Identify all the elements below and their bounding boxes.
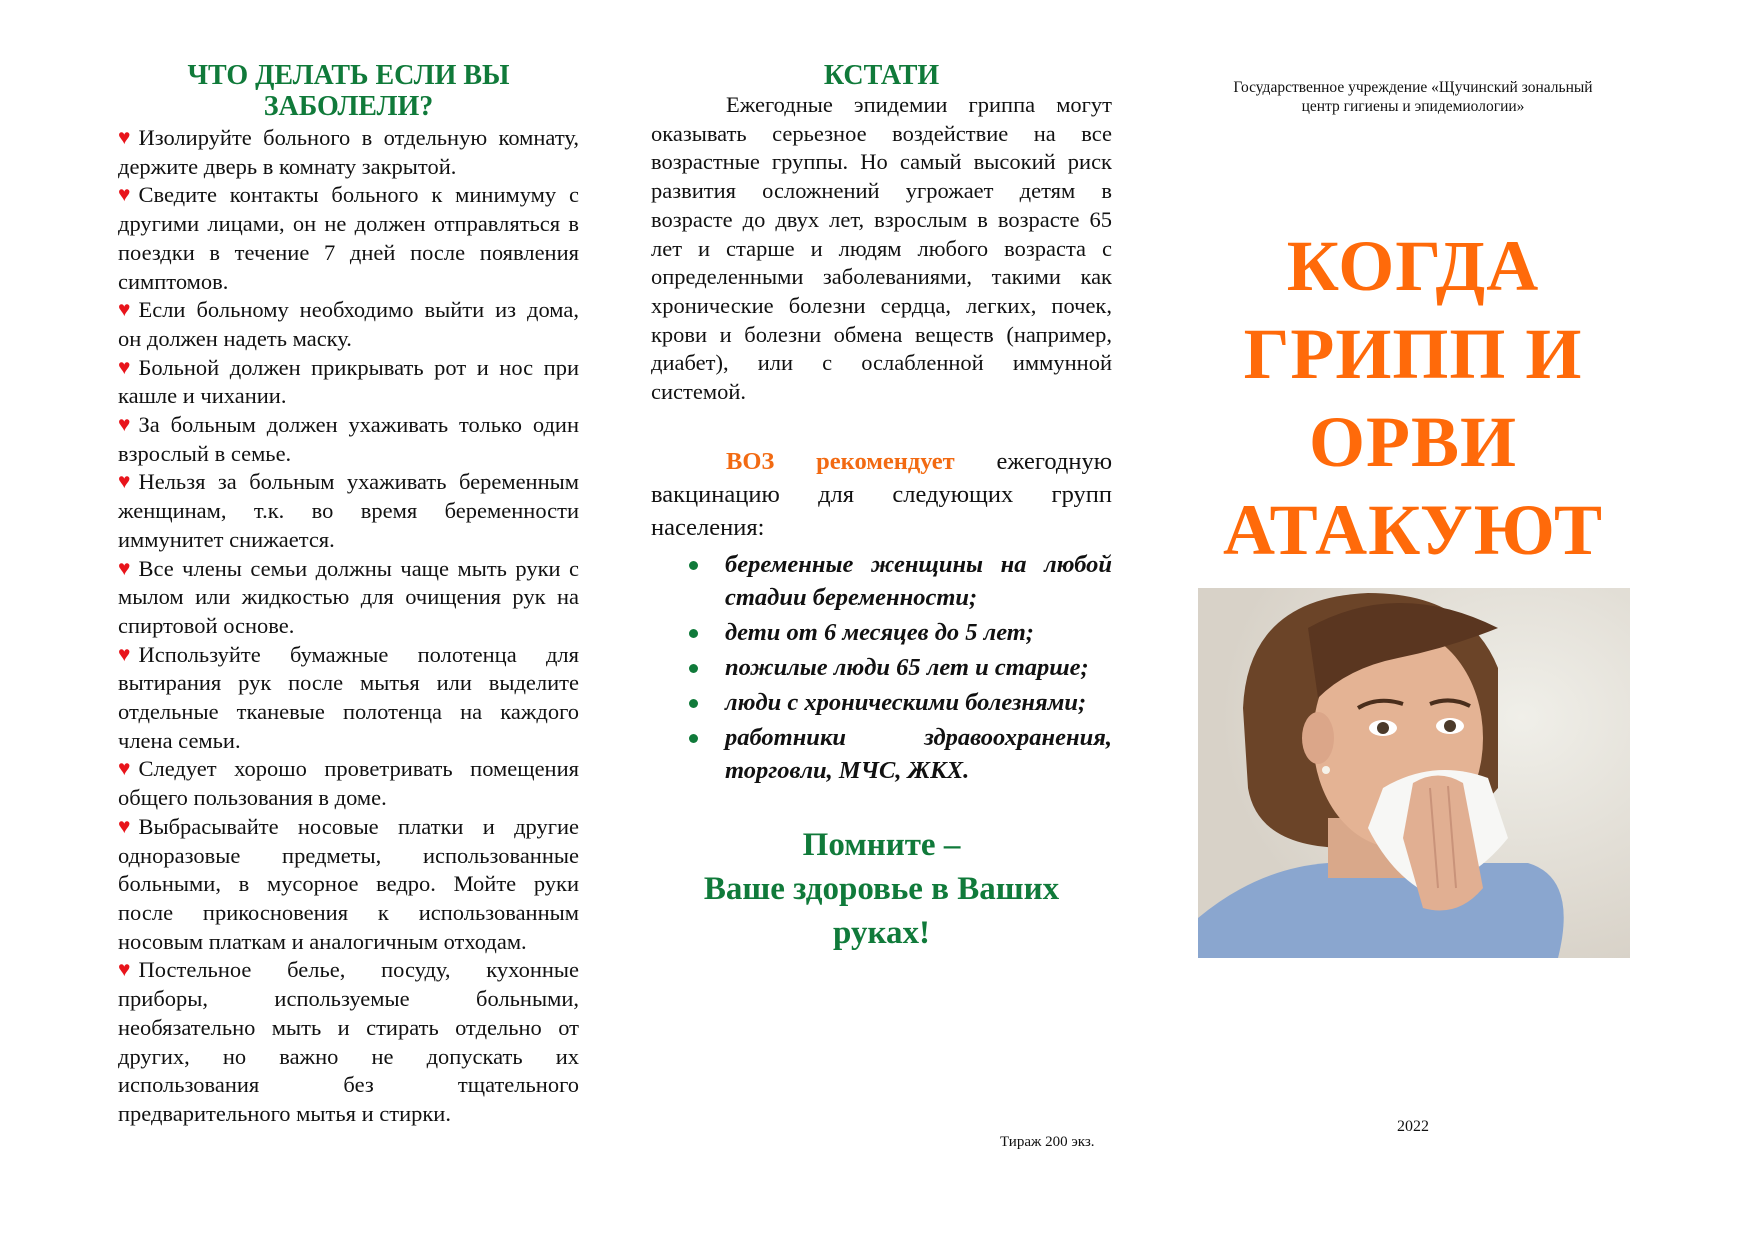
bullet-dot-icon — [689, 664, 698, 673]
tip-item: ♥ Выбрасывайте носовые платки и другие одноразовые предметы, использованные больными, в мусорное ведро. Мойте руки после прикосновения к использованным носовым платкам и аналогичным отходам. — [118, 813, 579, 954]
cover-photo — [1198, 588, 1630, 958]
publication-year: 2022 — [1397, 1118, 1429, 1135]
list-item: пожилые люди 65 лет и старше; — [725, 651, 1112, 684]
tip-item: ♥ Постельное белье, посуду, кухонные приборы, используемые больными, необязательно мыть и стирать отдельно от других, но важно не допускать их использования без тщательного предварительного мытья и стирки. — [118, 957, 579, 1126]
heart-icon: ♥ — [118, 297, 131, 322]
heart-icon: ♥ — [118, 756, 131, 781]
list-item: беременные женщины на любой стадии беременности; — [725, 548, 1112, 614]
tip-item: ♥ Следует хорошо проветривать помещения общего пользования в доме. — [118, 756, 579, 811]
list-item: работники здравоохранения, торговли, МЧС, ЖКХ. — [725, 721, 1112, 787]
left-panel-title: ЧТО ДЕЛАТЬ ЕСЛИ ВЫ ЗАБОЛЕЛИ? — [187, 60, 510, 122]
heart-icon: ♥ — [118, 469, 131, 494]
tips-list — [118, 124, 579, 1129]
list-item: дети от 6 месяцев до 5 лет; — [725, 616, 1112, 649]
middle-panel-title: КСТАТИ — [823, 60, 940, 91]
heart-icon: ♥ — [118, 641, 131, 666]
remember-slogan: Помните – Ваше здоровье в Ваших руках! — [703, 826, 1060, 951]
middle-panel — [651, 60, 1112, 955]
heart-icon: ♥ — [118, 354, 131, 379]
who-recommendation: ВОЗ рекомендует ежегодную вакцинацию для следующих групп населения: — [651, 447, 1113, 541]
vaccination-groups-list — [651, 548, 1112, 787]
heart-icon: ♥ — [118, 555, 131, 580]
tip-item: ♥ Сведите контакты больного к минимуму с другими лицами, он не должен отправляться в поездки в течение 7 дней после появления симптомов. — [118, 182, 579, 294]
tip-item: ♥ Если больному необходимо выйти из дома, он должен надеть маску. — [118, 297, 579, 351]
tip-item: ♥ Больной должен прикрывать рот и нос при кашле и чихании. — [118, 354, 579, 409]
bullet-dot-icon — [689, 629, 698, 638]
tip-item: ♥ Все члены семьи должны чаще мыть руки с мылом или жидкостью для очищения рук на спиртовой основе. — [118, 555, 579, 638]
tip-item: ♥ Используйте бумажные полотенца для вытирания рук после мытья или выделите отдельные тканевые полотенца на каждого члена семьи. — [118, 641, 579, 753]
intro-paragraph: Ежегодные эпидемии гриппа могут оказывать серьезное воздействие на все возрастные группы. Но самый высокий риск развития осложнений угрожает детям в возрасте до двух лет, взрослым в возрасте 65 лет и старше и людям любого возраста с определенными заболеваниями, такими как хронические болезни сердца, легких, почек, крови и болезни обмена веществ (например, диабет), или с ослабленной иммунной системой. — [651, 92, 1112, 405]
cover-title: КОГДА ГРИПП И ОРВИ АТАКУЮТ — [1222, 226, 1603, 570]
bullet-dot-icon — [689, 561, 698, 570]
bullet-dot-icon — [689, 699, 698, 708]
heart-icon: ♥ — [118, 125, 131, 149]
tip-item: ♥ Нельзя за больным ухаживать беременным женщинам, т.к. во время беременности иммунитет снижается. — [118, 469, 579, 552]
bullet-dot-icon — [689, 734, 698, 743]
list-item: люди с хроническими болезнями; — [725, 686, 1112, 719]
left-panel — [118, 60, 579, 1129]
heart-icon: ♥ — [118, 813, 131, 838]
print-run: Тираж 200 экз. — [1000, 1134, 1095, 1150]
heart-icon: ♥ — [118, 412, 131, 437]
heart-icon: ♥ — [118, 957, 131, 982]
sick-woman-illustration-icon — [1198, 588, 1630, 958]
tip-item: ♥ За больным должен ухаживать только один взрослый в семье. — [118, 412, 579, 466]
cover-panel — [1180, 78, 1646, 1218]
tip-item: ♥ Изолируйте больного в отдельную комнату, держите дверь в комнату закрытой. — [118, 125, 579, 179]
who-highlight: ВОЗ рекомендует — [726, 447, 955, 475]
organization-name: Государственное учреждение «Щучинский зональный центр гигиены и эпидемиологии» — [1233, 79, 1593, 115]
heart-icon: ♥ — [118, 182, 131, 207]
